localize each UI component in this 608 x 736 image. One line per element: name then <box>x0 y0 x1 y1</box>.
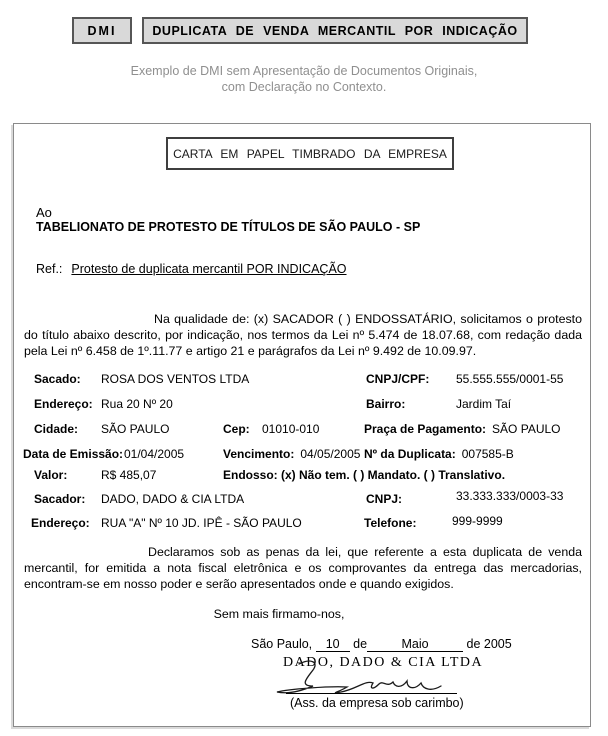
valor-label: Valor: <box>34 468 68 482</box>
signature-line <box>286 693 457 694</box>
subtitle-line-1: Exemplo de DMI sem Apresentação de Documentos Originais, <box>130 64 478 78</box>
duplicata-label: Nº da Duplicata: <box>364 447 456 461</box>
praca-value: SÃO PAULO <box>492 422 561 436</box>
endereco1-value: Rua 20 Nº 20 <box>101 397 173 411</box>
company-signature-name: DADO, DADO & CIA LTDA <box>283 655 484 670</box>
letter-frame <box>13 123 591 727</box>
duplicata-pair <box>364 447 514 461</box>
date-de1: de <box>353 637 368 651</box>
bairro-value: Jardim Taí <box>456 397 512 411</box>
letterhead-label: CARTA EM PAPEL TIMBRADO DA EMPRESA <box>173 146 447 161</box>
date-city: São Paulo, <box>251 637 313 651</box>
vencimento-label: Vencimento: <box>223 447 295 461</box>
reference-line <box>36 262 347 276</box>
letterhead-box <box>166 137 454 170</box>
dmi-abbrev-box <box>72 17 132 44</box>
document-title-box <box>142 17 528 44</box>
date-day-blank: 10 <box>316 637 350 652</box>
field-row-emissao <box>14 447 592 465</box>
reference-text: Protesto de duplicata mercantil POR INDICAÇÃO <box>71 262 347 276</box>
endereco2-label: Endereço: <box>31 516 90 530</box>
subtitle-line-2: com Declaração no Contexto. <box>221 80 387 94</box>
bairro-label: Bairro: <box>366 397 406 411</box>
cnpj-label: CNPJ: <box>366 492 403 506</box>
handwritten-signature-scribble <box>269 656 479 698</box>
vencimento-pair <box>223 447 360 461</box>
praca-pair <box>364 422 561 436</box>
closing-line: Sem mais firmamo-nos, <box>213 607 345 621</box>
field-row-endereco-sacador <box>14 516 592 534</box>
field-row-sacado <box>14 372 592 390</box>
emissao-label: Data de Emissão: <box>23 447 124 461</box>
field-row-sacador <box>14 489 592 510</box>
duplicata-value: 007585-B <box>461 447 514 461</box>
praca-label: Praça de Pagamento: <box>364 422 487 436</box>
sacador-value: DADO, DADO & CIA LTDA <box>101 492 245 506</box>
cidade-value: SÃO PAULO <box>101 422 170 436</box>
document-title: DUPLICATA DE VENDA MERCANTIL POR INDICAÇÃO <box>152 23 518 38</box>
cnpj-cpf-label: CNPJ/CPF: <box>366 372 430 386</box>
cidade-label: Cidade: <box>34 422 79 436</box>
addressee: TABELIONATO DE PROTESTO DE TÍTULOS DE SÃO PAULO - SP <box>36 220 421 234</box>
declaration-paragraph: Declaramos sob as penas da lei, que referente a esta duplicata de venda mercantil, for emitida a nota fiscal eletrônica e os comprovantes da entrega das mercadorias, encontram-se em nosso poder e serão apresentados onde e quando exigidos. <box>24 545 582 591</box>
endereco2-value: RUA "A" Nº 10 JD. IPÊ - SÃO PAULO <box>101 516 302 530</box>
field-row-cidade <box>14 422 592 440</box>
telefone-label: Telefone: <box>364 516 417 530</box>
sacador-label: Sacador: <box>34 492 86 506</box>
emissao-value: 01/04/2005 <box>124 447 185 461</box>
endereco1-label: Endereço: <box>34 397 93 411</box>
cep-label: Cep: <box>223 422 250 436</box>
cep-value: 01010-010 <box>262 422 320 436</box>
endosso-text: Endosso: (x) Não tem. ( ) Mandato. ( ) Translativo. <box>223 468 506 482</box>
vencimento-value: 04/05/2005 <box>300 447 361 461</box>
salutation: Ao <box>36 205 52 220</box>
signature-caption: (Ass. da empresa sob carimbo) <box>290 696 464 710</box>
date-month-blank: Maio <box>367 637 463 652</box>
valor-value: R$ 485,07 <box>101 468 157 482</box>
date-line <box>251 637 512 652</box>
field-row-valor <box>14 468 592 486</box>
cnpj-cpf-value: 55.555.555/0001-55 <box>456 372 564 386</box>
field-row-endereco-sacado <box>14 397 592 415</box>
dmi-abbrev-label: DMI <box>87 23 117 38</box>
intro-paragraph: Na qualidade de: (x) SACADOR ( ) ENDOSSATÁRIO, solicitamos o protesto do título abaixo descrito, por indicação, nos termos da Lei nº 5.474 de 18.07.68, com redação dada pela Lei nº 6.458 de 1º.11.77 e artigo 21 e parágrafos da Lei nº 9.492 de 10.09.97. <box>24 312 582 358</box>
cnpj-value: 33.333.333/0003-33 <box>456 489 564 503</box>
telefone-value: 999-9999 <box>452 514 503 528</box>
sacado-label: Sacado: <box>34 372 81 386</box>
sacado-value: ROSA DOS VENTOS LTDA <box>101 372 250 386</box>
reference-label: Ref.: <box>36 262 63 276</box>
date-year: de 2005 <box>466 637 512 651</box>
example-subtitle <box>0 63 608 95</box>
